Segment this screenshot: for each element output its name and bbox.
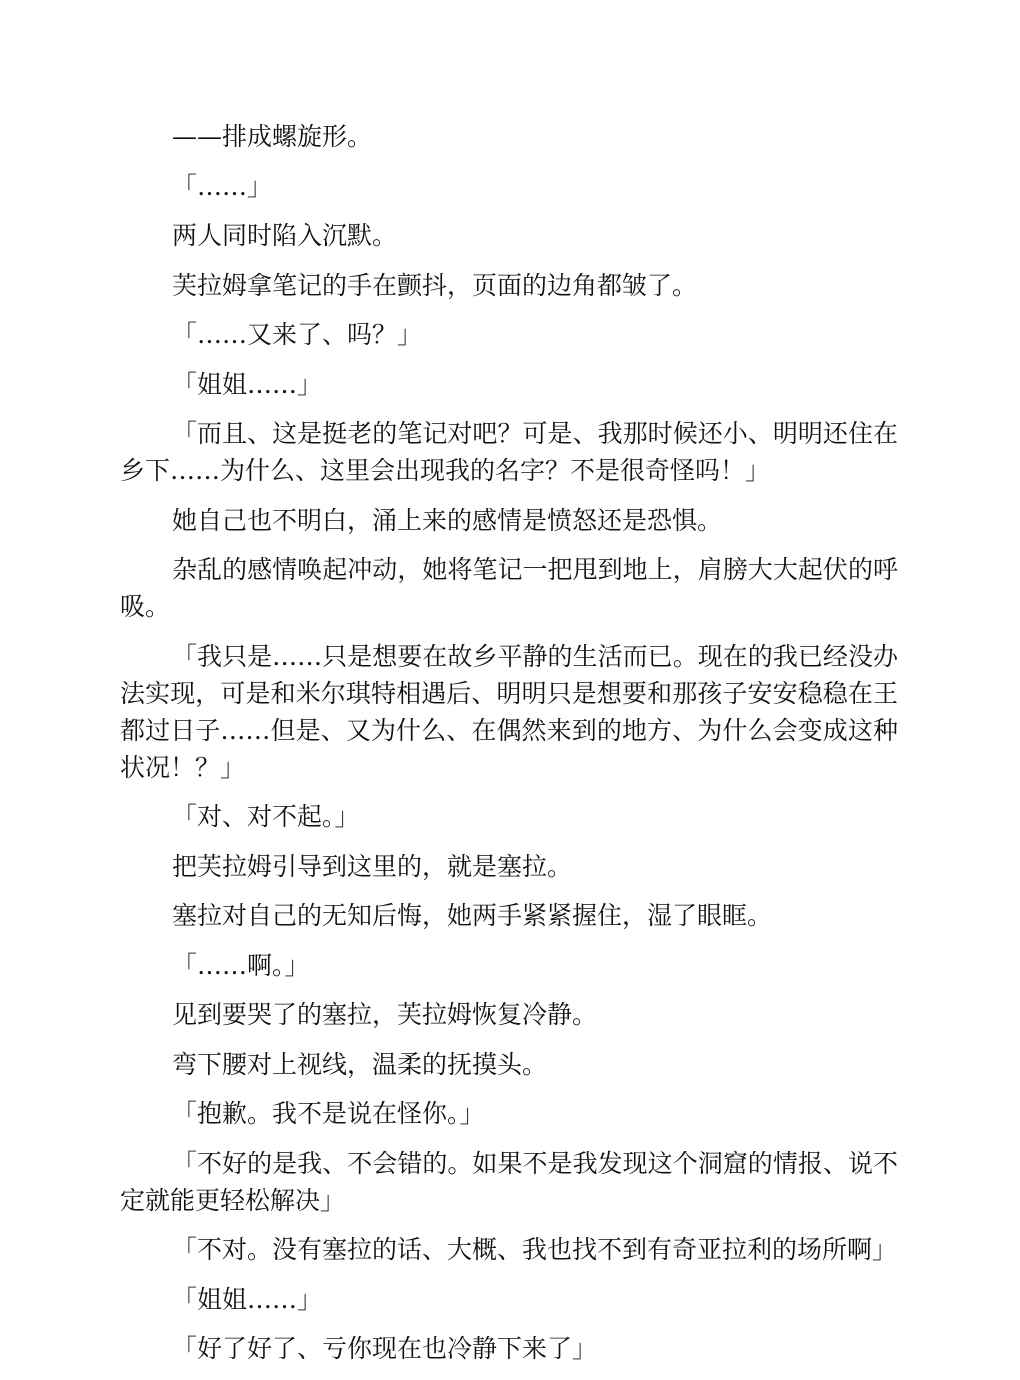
paragraph: 「我只是……只是想要在故乡平静的生活而已。现在的我已经没办法实现，可是和米尔琪特相遇后、明明只是想要和那孩子安安稳稳在王都过日子……但是、又为什么、在偶然来到的地方、为什么会变成这种状况！？」 — [120, 641, 898, 782]
paragraph: 两人同时陷入沉默。 — [172, 221, 398, 250]
paragraph: 「抱歉。我不是说在怪你。」 — [172, 1099, 485, 1128]
paragraph: 「不好的是我、不会错的。如果不是我发现这个洞窟的情报、说不定就能更轻松解决」 — [120, 1148, 898, 1215]
paragraph: 见到要哭了的塞拉，芙拉姆恢复冷静。 — [172, 1000, 598, 1029]
paragraph: 杂乱的感情唤起冲动，她将笔记一把甩到地上，肩膀大大起伏的呼吸。 — [120, 555, 898, 621]
paragraph: 「……」 — [172, 171, 273, 201]
paragraph: 把芙拉姆引导到这里的，就是塞拉。 — [172, 851, 573, 881]
paragraph: 「……啊。」 — [172, 950, 310, 980]
paragraph: 「……又来了、吗？」 — [172, 320, 423, 349]
paragraph: 「对、对不起。」 — [172, 802, 360, 831]
paragraph: 「而且、这是挺老的笔记对吧？可是、我那时候还小、明明还住在乡下……为什么、这里会出现我的名字？不是很奇怪吗！」 — [120, 419, 898, 485]
paragraph: 「姐姐……」 — [172, 1284, 323, 1314]
paragraph: 「不对。没有塞拉的话、大概、我也找不到有奇亚拉利的场所啊」 — [172, 1235, 898, 1264]
paragraph: 弯下腰对上视线，温柔的抚摸头。 — [172, 1049, 548, 1079]
paragraph: 她自己也不明白，涌上来的感情是愤怒还是恐惧。 — [172, 505, 723, 535]
document-page — [120, 118, 898, 1380]
paragraph: 「姐姐……」 — [172, 369, 323, 399]
paragraph: 芙拉姆拿笔记的手在颤抖，页面的边角都皱了。 — [172, 270, 698, 300]
paragraph: 塞拉对自己的无知后悔，她两手紧紧握住，湿了眼眶。 — [172, 901, 773, 930]
paragraph: 「好了好了、亏你现在也冷静下来了」 — [172, 1334, 598, 1363]
paragraph: ——排成螺旋形。 — [172, 122, 373, 151]
